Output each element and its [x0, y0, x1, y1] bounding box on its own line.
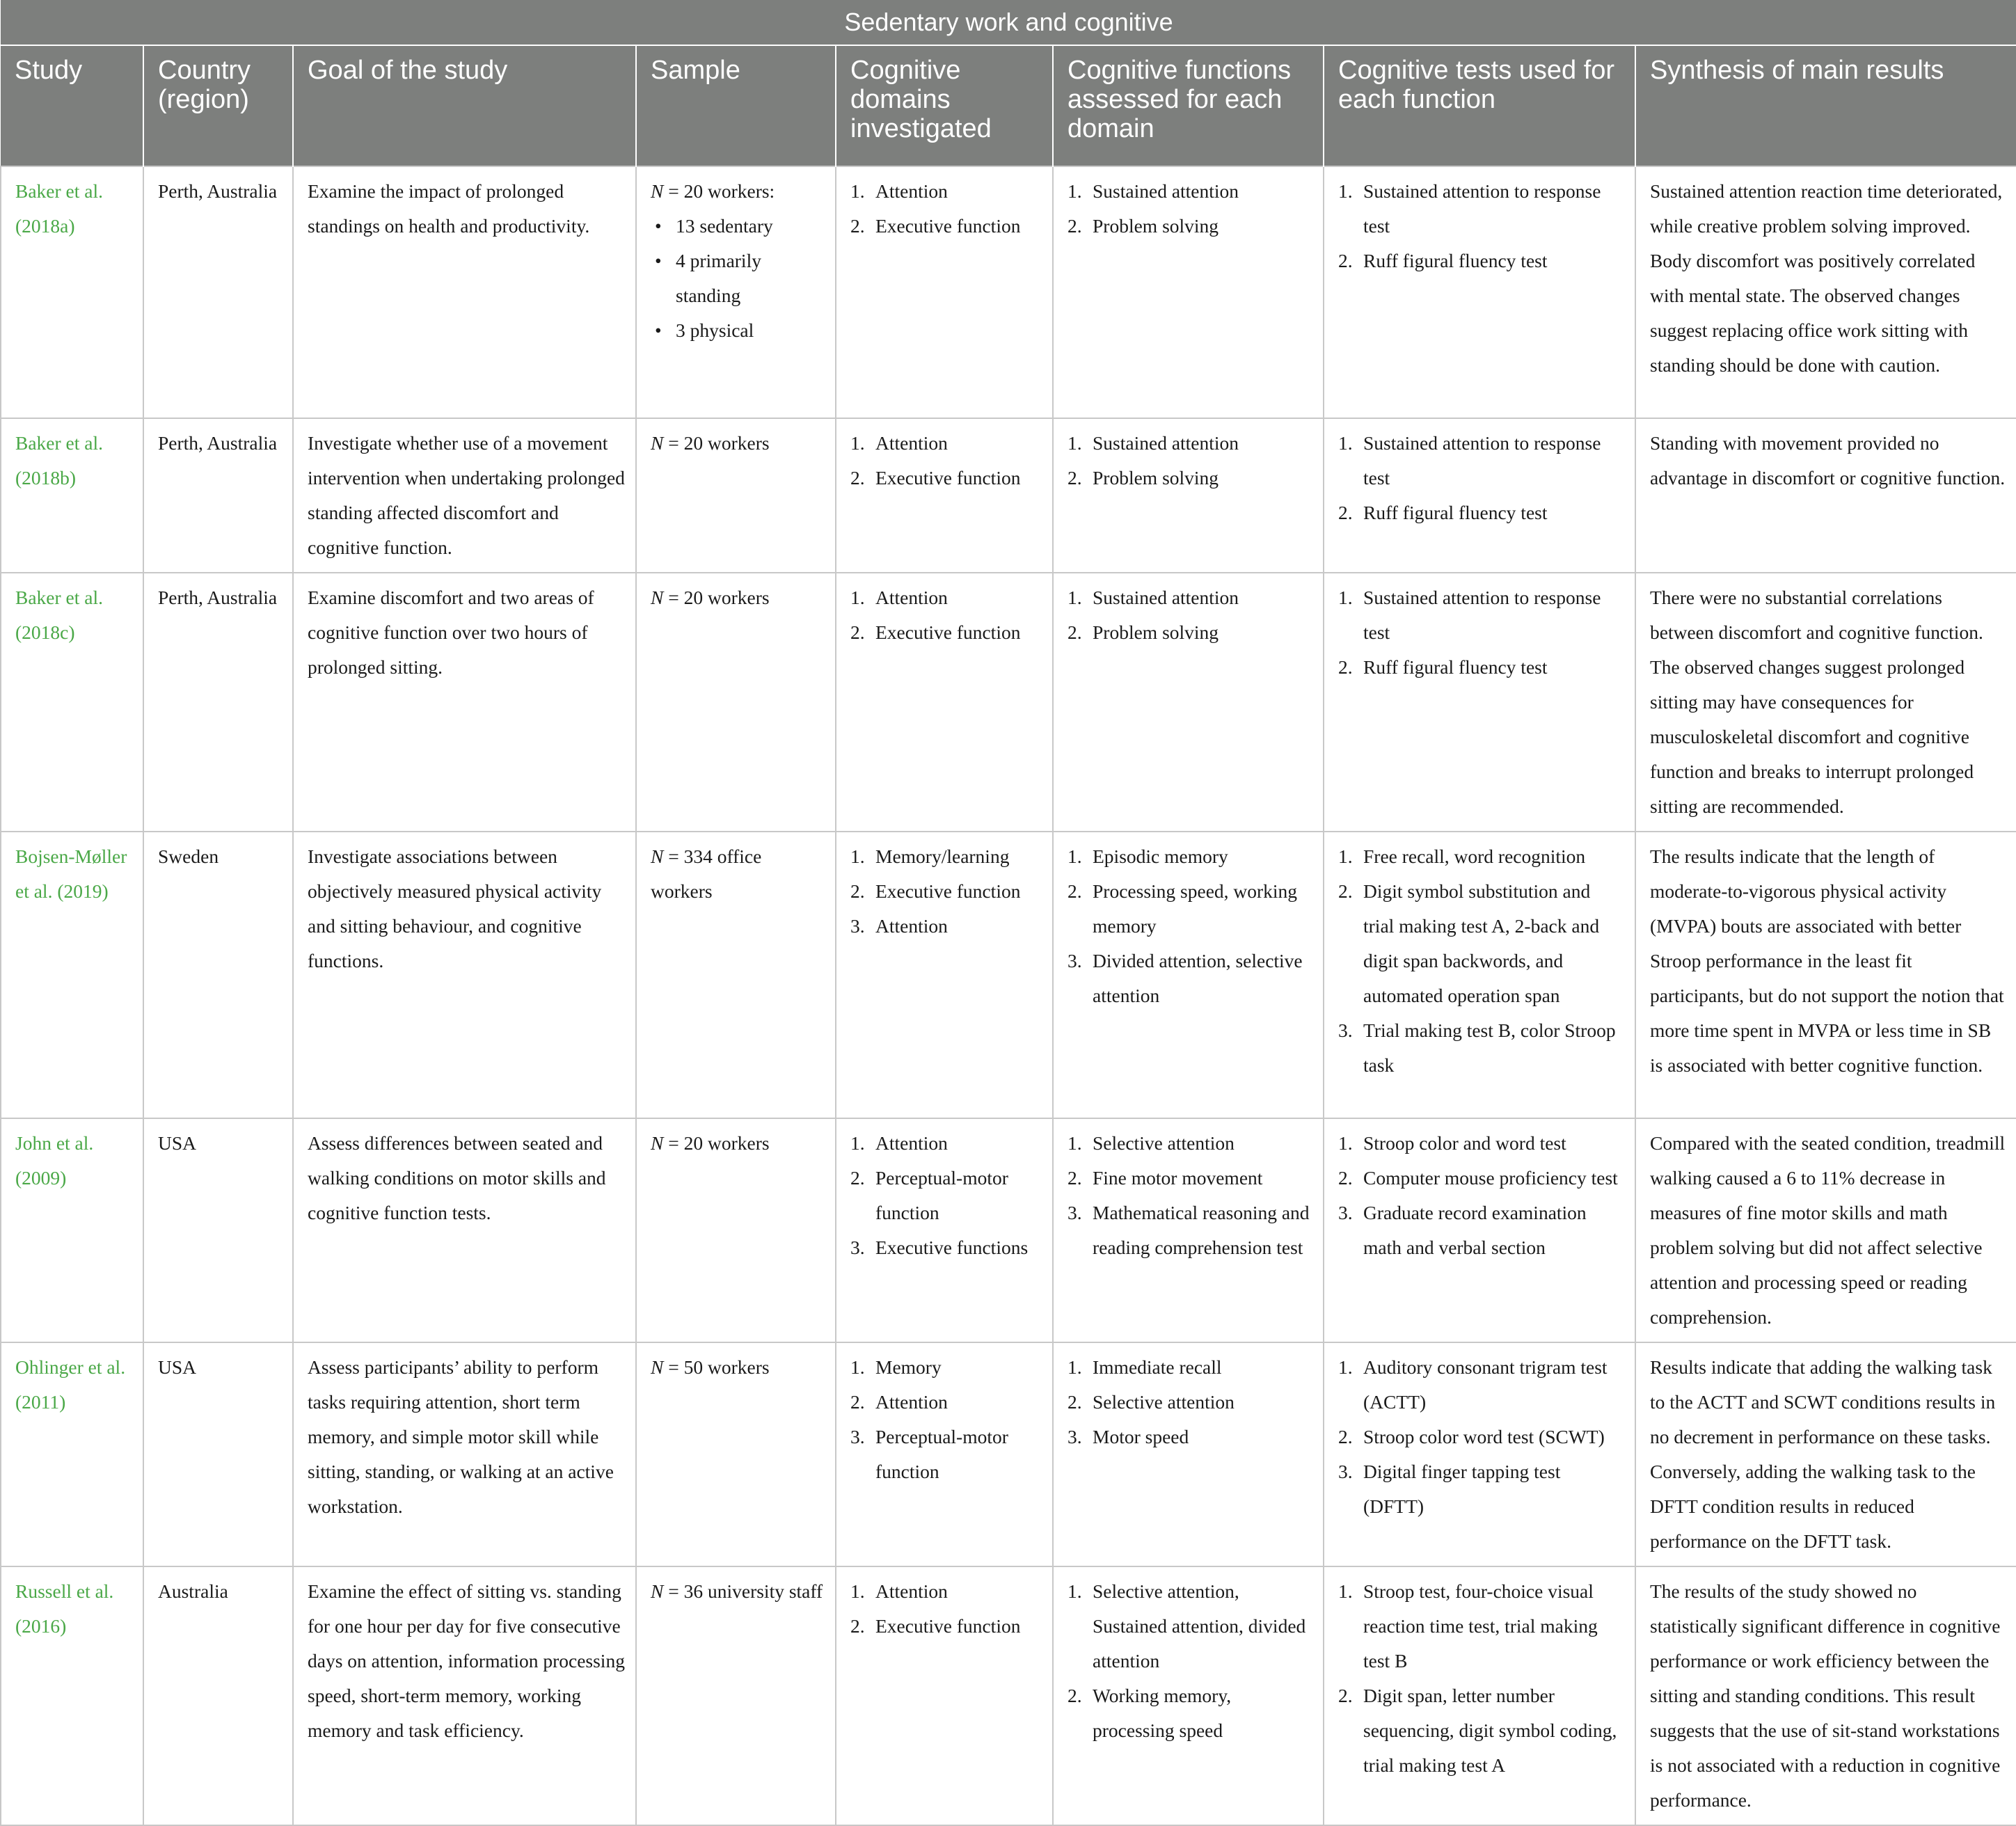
function-item — [1067, 426, 1313, 461]
sample-cell — [636, 832, 836, 1118]
function-list — [1067, 1126, 1313, 1265]
test-item — [1338, 874, 1625, 1013]
test-item — [1338, 1574, 1625, 1678]
list-number: 2. — [850, 1167, 865, 1189]
test-item — [1338, 174, 1625, 244]
caption-row — [1, 0, 2016, 45]
domain-item — [850, 580, 1042, 615]
function-list — [1067, 1350, 1313, 1454]
list-number: 1. — [1067, 1356, 1082, 1378]
tests-cell — [1324, 832, 1635, 1118]
domain-text: Attention — [875, 1132, 948, 1154]
functions-cell — [1053, 1118, 1324, 1342]
function-list — [1067, 174, 1313, 244]
study-cell[interactable]: Baker et al. (2018a) — [1, 166, 143, 418]
test-list — [1338, 1126, 1625, 1265]
test-text: Ruff figural fluency test — [1363, 656, 1548, 678]
list-number: 2. — [1067, 215, 1082, 237]
function-item — [1067, 615, 1313, 650]
table-row — [1, 1342, 2016, 1566]
sample-n: N — [651, 432, 664, 454]
test-text: Free recall, word recognition — [1363, 845, 1586, 867]
test-text: Sustained attention to response test — [1363, 432, 1601, 489]
function-text: Problem solving — [1093, 467, 1219, 489]
results-cell: The results of the study showed no statistically significant difference in cognitive performance or work efficiency between the sitting and standing conditions. This result suggests that the use of sit-stand workstations is not associated with a reduction in cognitive performance. — [1635, 1566, 2016, 1825]
test-text: Digit span, letter number sequencing, digit symbol coding, trial making test A — [1363, 1685, 1617, 1776]
list-number: 3. — [1338, 1461, 1353, 1482]
study-cell[interactable]: Bojsen-Møller et al. (2019) — [1, 832, 143, 1118]
list-number: 3. — [850, 1237, 865, 1258]
test-list — [1338, 839, 1625, 1083]
domain-text: Perceptual-motor function — [875, 1167, 1008, 1223]
list-number: 3. — [1067, 1202, 1082, 1223]
test-item — [1338, 1420, 1625, 1454]
list-number: 1. — [1338, 432, 1353, 454]
list-number: 1. — [1338, 1356, 1353, 1378]
sample-text: = 50 workers — [663, 1356, 770, 1378]
domain-item — [850, 1161, 1042, 1230]
list-number: 1. — [1338, 1580, 1353, 1602]
list-number: 2. — [1338, 1167, 1353, 1189]
test-text: Sustained attention to response test — [1363, 180, 1601, 237]
country-cell: Perth, Australia — [143, 418, 293, 573]
results-cell: The results indicate that the length of moderate-to-vigorous physical activity (MVPA) bouts are associated with better Stroop performance in the least fit participants, but do not support the notion that more time spent in MVPA or less time in SB is associated with better cognitive function. — [1635, 832, 2016, 1118]
list-number: 2. — [1338, 656, 1353, 678]
function-item — [1067, 1678, 1313, 1748]
sample-text: = 20 workers — [663, 1132, 770, 1154]
list-number: 2. — [1338, 1426, 1353, 1447]
table-caption: Sedentary work and cognitive — [1, 0, 2016, 45]
domain-list — [850, 174, 1042, 244]
sample-text: = 334 office workers — [651, 845, 762, 902]
sample-n: N — [651, 1132, 664, 1154]
test-item — [1338, 244, 1625, 278]
list-number: 2. — [1067, 621, 1082, 643]
functions-cell — [1053, 573, 1324, 832]
sample-list — [651, 209, 825, 348]
function-item — [1067, 1420, 1313, 1454]
domain-text: Attention — [875, 1580, 948, 1602]
function-list — [1067, 839, 1313, 1013]
sample-n: N — [651, 1580, 664, 1602]
sample-line — [651, 426, 825, 461]
sample-item — [651, 244, 825, 313]
country-cell: Australia — [143, 1566, 293, 1825]
test-text: Trial making test B, color Stroop task — [1363, 1019, 1616, 1076]
domain-item — [850, 426, 1042, 461]
domains-cell — [836, 418, 1053, 573]
sample-n: N — [651, 845, 664, 867]
list-number: 1. — [1338, 587, 1353, 608]
sample-item-text: 4 primarily standing — [676, 250, 761, 306]
list-number: 2. — [850, 621, 865, 643]
test-list — [1338, 1574, 1625, 1783]
domain-list — [850, 1350, 1042, 1489]
domain-item — [850, 909, 1042, 944]
list-number: 2. — [850, 215, 865, 237]
domain-text: Executive function — [875, 880, 1021, 902]
functions-cell — [1053, 418, 1324, 573]
test-text: Stroop test, four-choice visual reaction time test, trial making test B — [1363, 1580, 1598, 1672]
header-results: Synthesis of main results — [1635, 45, 2016, 166]
sample-n: N — [651, 180, 664, 202]
test-list — [1338, 426, 1625, 530]
header-row — [1, 45, 2016, 166]
header-sample: Sample — [636, 45, 836, 166]
function-list — [1067, 426, 1313, 495]
sample-item-text: 3 physical — [676, 319, 754, 341]
tests-cell — [1324, 1118, 1635, 1342]
results-cell: There were no substantial correlations between discomfort and cognitive function. The observed changes suggest prolonged sitting may have consequences for musculoskeletal discomfort and cognitive function and breaks to interrupt prolonged sitting are recommended. — [1635, 573, 2016, 832]
test-item — [1338, 1161, 1625, 1196]
list-number: 2. — [1338, 880, 1353, 902]
bullet-icon: • — [655, 319, 662, 341]
results-cell: Compared with the seated condition, treadmill walking caused a 6 to 11% decrease in measures of fine motor skills and math problem solving but did not affect selective attention and processing speed or reading comprehension. — [1635, 1118, 2016, 1342]
test-text: Sustained attention to response test — [1363, 587, 1601, 643]
domain-item — [850, 174, 1042, 209]
function-text: Processing speed, working memory — [1093, 880, 1298, 937]
test-item — [1338, 1454, 1625, 1524]
domain-text: Attention — [875, 915, 948, 937]
domain-text: Executive functions — [875, 1237, 1029, 1258]
sample-cell — [636, 418, 836, 573]
test-text: Digit symbol substitution and trial making test A, 2-back and digit span backwords, and automated operation span — [1363, 880, 1600, 1006]
sample-line — [651, 1126, 825, 1161]
sample-line — [651, 839, 825, 909]
tests-cell — [1324, 1566, 1635, 1825]
table-row — [1, 1566, 2016, 1825]
function-item — [1067, 1574, 1313, 1678]
domain-item — [850, 209, 1042, 244]
header-country: Country (region) — [143, 45, 293, 166]
list-number: 3. — [850, 1426, 865, 1447]
study-cell[interactable]: Baker et al. (2018b) — [1, 418, 143, 573]
function-item — [1067, 580, 1313, 615]
test-text: Stroop color and word test — [1363, 1132, 1566, 1154]
function-text: Motor speed — [1093, 1426, 1189, 1447]
test-item — [1338, 1013, 1625, 1083]
domain-text: Memory/learning — [875, 845, 1010, 867]
function-text: Selective attention — [1093, 1132, 1235, 1154]
bullet-icon: • — [655, 215, 662, 237]
goal-cell: Investigate whether use of a movement intervention when undertaking prolonged standing affected discomfort and cognitive function. — [293, 418, 636, 573]
header-functions: Cognitive functions assessed for each domain — [1053, 45, 1324, 166]
function-text: Selective attention, Sustained attention, divided attention — [1093, 1580, 1306, 1672]
domains-cell — [836, 1342, 1053, 1566]
list-number: 3. — [850, 915, 865, 937]
list-number: 2. — [1338, 502, 1353, 523]
list-number: 2. — [1338, 250, 1353, 271]
sample-text: = 20 workers — [663, 587, 770, 608]
domain-list — [850, 1574, 1042, 1644]
list-number: 2. — [1067, 1167, 1082, 1189]
test-text: Ruff figural fluency test — [1363, 250, 1548, 271]
list-number: 1. — [1338, 180, 1353, 202]
list-number: 1. — [850, 1356, 865, 1378]
sample-line — [651, 174, 825, 209]
list-number: 2. — [1067, 1391, 1082, 1413]
list-number: 2. — [850, 1391, 865, 1413]
sample-cell — [636, 1566, 836, 1825]
domain-item — [850, 1126, 1042, 1161]
test-item — [1338, 495, 1625, 530]
country-cell: USA — [143, 1342, 293, 1566]
domain-text: Attention — [875, 1391, 948, 1413]
header-study: Study — [1, 45, 143, 166]
list-number: 2. — [1067, 467, 1082, 489]
list-number: 2. — [850, 467, 865, 489]
test-list — [1338, 1350, 1625, 1524]
header-goal: Goal of the study — [293, 45, 636, 166]
tests-cell — [1324, 418, 1635, 573]
functions-cell — [1053, 1566, 1324, 1825]
tests-cell — [1324, 166, 1635, 418]
domain-text: Attention — [875, 432, 948, 454]
test-item — [1338, 1350, 1625, 1420]
domain-text: Executive function — [875, 215, 1021, 237]
domain-list — [850, 1126, 1042, 1265]
sample-line — [651, 580, 825, 615]
domains-cell — [836, 573, 1053, 832]
list-number: 3. — [1338, 1019, 1353, 1041]
domain-text: Attention — [875, 587, 948, 608]
sample-text: = 36 university staff — [663, 1580, 823, 1602]
function-item — [1067, 944, 1313, 1013]
test-item — [1338, 1126, 1625, 1161]
sample-line — [651, 1574, 825, 1609]
function-item — [1067, 1350, 1313, 1385]
sample-line — [651, 1350, 825, 1385]
function-text: Sustained attention — [1093, 587, 1239, 608]
test-text: Digital finger tapping test (DFTT) — [1363, 1461, 1561, 1517]
list-number: 1. — [1338, 1132, 1353, 1154]
list-number: 1. — [850, 1580, 865, 1602]
function-text: Immediate recall — [1093, 1356, 1222, 1378]
table-body — [1, 166, 2016, 1825]
function-item — [1067, 461, 1313, 495]
sample-item — [651, 209, 825, 244]
function-item — [1067, 839, 1313, 874]
country-cell: Perth, Australia — [143, 573, 293, 832]
sample-item — [651, 313, 825, 348]
function-item — [1067, 1161, 1313, 1196]
list-number: 1. — [1067, 180, 1082, 202]
sample-item-text: 13 sedentary — [676, 215, 773, 237]
function-list — [1067, 1574, 1313, 1748]
list-number: 1. — [850, 180, 865, 202]
domain-item — [850, 1420, 1042, 1489]
function-list — [1067, 580, 1313, 650]
domain-text: Executive function — [875, 1615, 1021, 1637]
goal-cell: Assess differences between seated and walking conditions on motor skills and cognitive function tests. — [293, 1118, 636, 1342]
function-text: Mathematical reasoning and reading comprehension test — [1093, 1202, 1310, 1258]
tests-cell — [1324, 573, 1635, 832]
list-number: 1. — [1067, 845, 1082, 867]
sample-text: = 20 workers — [663, 432, 770, 454]
table-row — [1, 166, 2016, 418]
function-item — [1067, 1196, 1313, 1265]
test-list — [1338, 174, 1625, 278]
goal-cell: Examine the effect of sitting vs. standing for one hour per day for five consecutive days on attention, information processing speed, short-term memory, working memory and task efficiency. — [293, 1566, 636, 1825]
test-item — [1338, 1196, 1625, 1265]
domain-item — [850, 874, 1042, 909]
domain-item — [850, 1230, 1042, 1265]
country-cell: Sweden — [143, 832, 293, 1118]
domain-item — [850, 1574, 1042, 1609]
goal-cell: Examine the impact of prolonged standings on health and productivity. — [293, 166, 636, 418]
functions-cell — [1053, 832, 1324, 1118]
list-number: 2. — [1067, 880, 1082, 902]
list-number: 3. — [1067, 950, 1082, 971]
list-number: 1. — [850, 587, 865, 608]
list-number: 3. — [1067, 1426, 1082, 1447]
test-text: Computer mouse proficiency test — [1363, 1167, 1618, 1189]
list-number: 2. — [850, 880, 865, 902]
goal-cell: Examine discomfort and two areas of cognitive function over two hours of prolonged sitting. — [293, 573, 636, 832]
domain-list — [850, 839, 1042, 944]
table-row — [1, 418, 2016, 573]
sample-cell — [636, 1342, 836, 1566]
study-cell[interactable]: Ohlinger et al. (2011) — [1, 1342, 143, 1566]
sample-cell — [636, 1118, 836, 1342]
function-item — [1067, 174, 1313, 209]
tests-cell — [1324, 1342, 1635, 1566]
domains-cell — [836, 1118, 1053, 1342]
function-text: Divided attention, selective attention — [1093, 950, 1303, 1006]
list-number: 2. — [1067, 1685, 1082, 1706]
header-tests: Cognitive tests used for each function — [1324, 45, 1635, 166]
domain-list — [850, 426, 1042, 495]
function-item — [1067, 1385, 1313, 1420]
table-row — [1, 832, 2016, 1118]
domains-cell — [836, 1566, 1053, 1825]
list-number: 1. — [850, 432, 865, 454]
study-cell[interactable]: John et al. (2009) — [1, 1118, 143, 1342]
study-cell[interactable]: Baker et al. (2018c) — [1, 573, 143, 832]
bullet-icon: • — [655, 250, 662, 271]
domain-item — [850, 1350, 1042, 1385]
domain-text: Memory — [875, 1356, 942, 1378]
list-number: 2. — [1338, 1685, 1353, 1706]
test-text: Ruff figural fluency test — [1363, 502, 1548, 523]
test-item — [1338, 580, 1625, 650]
list-number: 1. — [850, 845, 865, 867]
study-cell[interactable]: Russell et al. (2016) — [1, 1566, 143, 1825]
test-text: Auditory consonant trigram test (ACTT) — [1363, 1356, 1608, 1413]
list-number: 1. — [1067, 587, 1082, 608]
list-number: 3. — [1338, 1202, 1353, 1223]
domains-cell — [836, 832, 1053, 1118]
function-text: Selective attention — [1093, 1391, 1235, 1413]
list-number: 1. — [1067, 1132, 1082, 1154]
country-cell: Perth, Australia — [143, 166, 293, 418]
domain-text: Executive function — [875, 467, 1021, 489]
domain-item — [850, 839, 1042, 874]
domain-text: Attention — [875, 180, 948, 202]
domain-item — [850, 461, 1042, 495]
header-domains: Cognitive domains investigated — [836, 45, 1053, 166]
list-number: 2. — [850, 1615, 865, 1637]
function-text: Sustained attention — [1093, 432, 1239, 454]
function-text: Fine motor movement — [1093, 1167, 1263, 1189]
sample-text: = 20 workers: — [663, 180, 775, 202]
country-cell: USA — [143, 1118, 293, 1342]
goal-cell: Investigate associations between objectively measured physical activity and sitting behaviour, and cognitive functions. — [293, 832, 636, 1118]
test-text: Graduate record examination math and verbal section — [1363, 1202, 1587, 1258]
list-number: 1. — [850, 1132, 865, 1154]
function-item — [1067, 1126, 1313, 1161]
list-number: 1. — [1067, 1580, 1082, 1602]
test-item — [1338, 839, 1625, 874]
functions-cell — [1053, 1342, 1324, 1566]
list-number: 1. — [1067, 432, 1082, 454]
domain-text: Executive function — [875, 621, 1021, 643]
domain-text: Perceptual-motor function — [875, 1426, 1008, 1482]
list-number: 1. — [1338, 845, 1353, 867]
sample-n: N — [651, 587, 664, 608]
test-item — [1338, 1678, 1625, 1783]
domain-item — [850, 1609, 1042, 1644]
test-item — [1338, 426, 1625, 495]
results-cell: Results indicate that adding the walking task to the ACTT and SCWT conditions results in no decrement in performance on these tasks. Conversely, adding the walking task to the DFTT condition results in reduced performance on the DFTT task. — [1635, 1342, 2016, 1566]
test-item — [1338, 650, 1625, 685]
sample-cell — [636, 166, 836, 418]
test-text: Stroop color word test (SCWT) — [1363, 1426, 1605, 1447]
sample-cell — [636, 573, 836, 832]
domain-item — [850, 1385, 1042, 1420]
functions-cell — [1053, 166, 1324, 418]
test-list — [1338, 580, 1625, 685]
function-text: Sustained attention — [1093, 180, 1239, 202]
goal-cell: Assess participants’ ability to perform tasks requiring attention, short term memory, and simple motor skill while sitting, standing, or walking at an active workstation. — [293, 1342, 636, 1566]
table-row — [1, 1118, 2016, 1342]
domain-item — [850, 615, 1042, 650]
function-text: Problem solving — [1093, 621, 1219, 643]
results-cell: Sustained attention reaction time deteriorated, while creative problem solving improved. Body discomfort was positively correlated with mental state. The observed changes suggest replacing office work sitting with standing should be done with caution. — [1635, 166, 2016, 418]
table-row — [1, 573, 2016, 832]
function-text: Episodic memory — [1093, 845, 1228, 867]
function-item — [1067, 209, 1313, 244]
domain-list — [850, 580, 1042, 650]
function-text: Problem solving — [1093, 215, 1219, 237]
function-item — [1067, 874, 1313, 944]
results-cell: Standing with movement provided no advantage in discomfort or cognitive function. — [1635, 418, 2016, 573]
sample-n: N — [651, 1356, 664, 1378]
domains-cell — [836, 166, 1053, 418]
function-text: Working memory, processing speed — [1093, 1685, 1232, 1741]
